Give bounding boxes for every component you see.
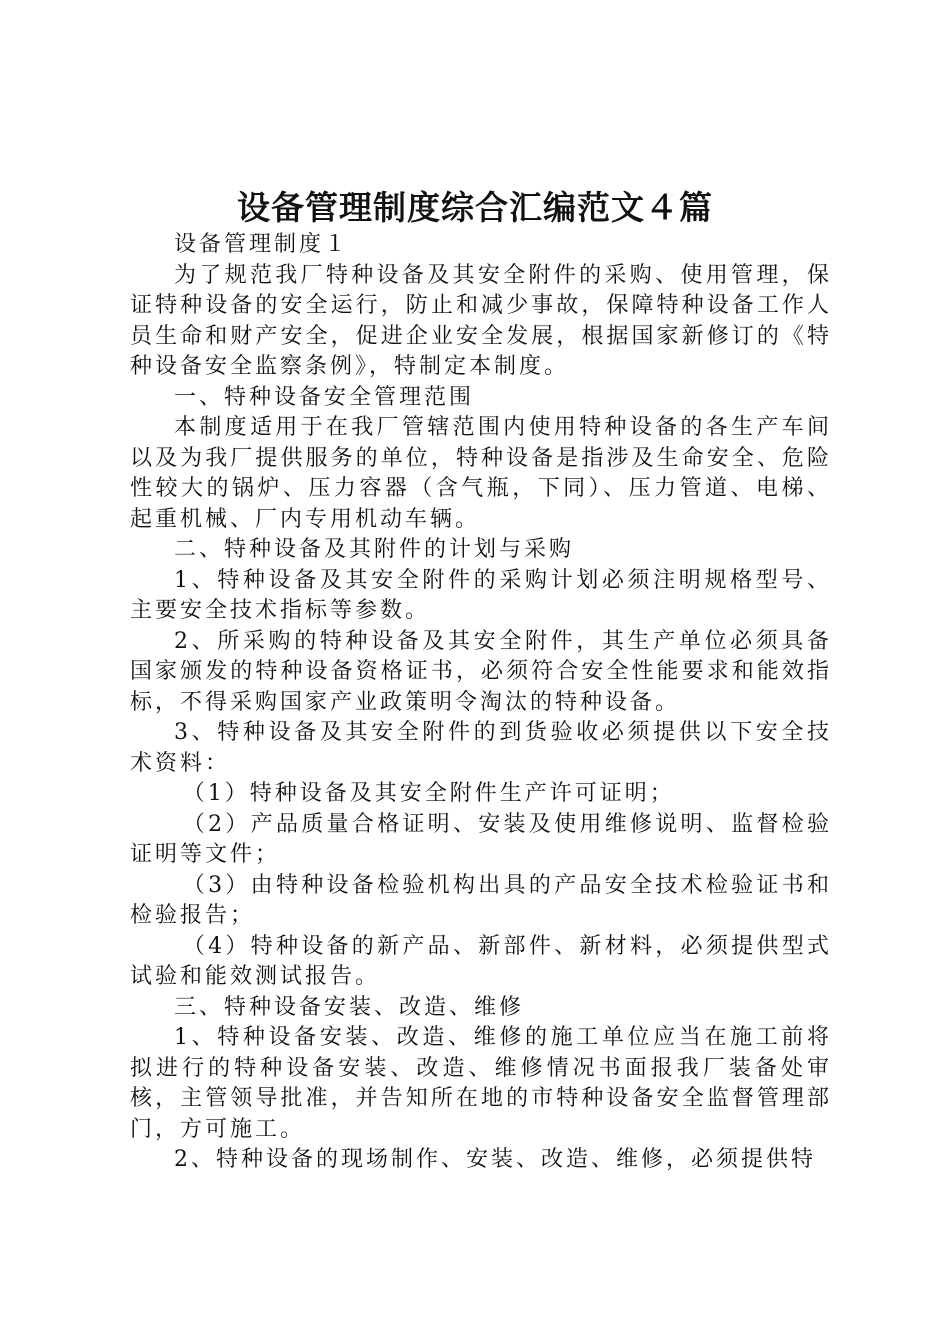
section-heading: 一、特种设备安全管理范围 <box>174 384 475 410</box>
list-item: （1）特种设备及其安全附件生产许可证明； <box>182 781 675 806</box>
document-title: 设备管理制度综合汇编范文４篇 <box>237 188 713 227</box>
body-paragraph: 1、特种设备安装、改造、维修的施工单位应当在施工前将拟进行的特种设备安装、改造、维修情况书面报我厂装备处审核，主管领导批准，并告知所在地的市特种设备安全监督管理部门，方可施工。 <box>130 1025 832 1142</box>
body-paragraph: 本制度适用于在我厂管辖范围内使用特种设备的各生产车间以及为我厂提供服务的单位，特种设备是指涉及生命安全、危险性较大的锅炉、压力容器（含气瓶，下同）、压力管道、电梯、起重机械、厂内专用机动车辆。 <box>130 415 832 532</box>
section-heading: 设备管理制度１ <box>174 232 350 257</box>
list-item: （4）特种设备的新产品、新部件、新材料，必须提供型式试验和能效测试报告。 <box>130 933 832 989</box>
document-body <box>130 230 832 1176</box>
body-paragraph: 2、所采购的特种设备及其安全附件，其生产单位必须具备国家颁发的特种设备资格证书，必须符合安全性能要求和能效指标，不得采购国家产业政策明令淘汰的特种设备。 <box>130 628 832 715</box>
body-paragraph: 为了规范我厂特种设备及其安全附件的采购、使用管理，保证特种设备的安全运行，防止和减少事故，保障特种设备工作人员生命和财产安全，促进企业安全发展，根据国家新修订的《特种设备安全监察条例》，特制定本制度。 <box>130 262 832 379</box>
body-paragraph: 1、特种设备及其安全附件的采购计划必须注明规格型号、主要安全技术指标等参数。 <box>130 567 832 623</box>
body-paragraph: 2、特种设备的现场制作、安装、改造、维修，必须提供特 <box>174 1147 816 1172</box>
list-item: （2）产品质量合格证明、安装及使用维修说明、监督检验证明等文件； <box>130 811 832 867</box>
section-heading: 三、特种设备安装、改造、维修 <box>174 994 525 1020</box>
body-paragraph: 3、特种设备及其安全附件的到货验收必须提供以下安全技术资料： <box>130 720 832 776</box>
list-item: （3）由特种设备检验机构出具的产品安全技术检验证书和检验报告； <box>130 872 832 928</box>
section-heading: 二、特种设备及其附件的计划与采购 <box>174 537 575 562</box>
